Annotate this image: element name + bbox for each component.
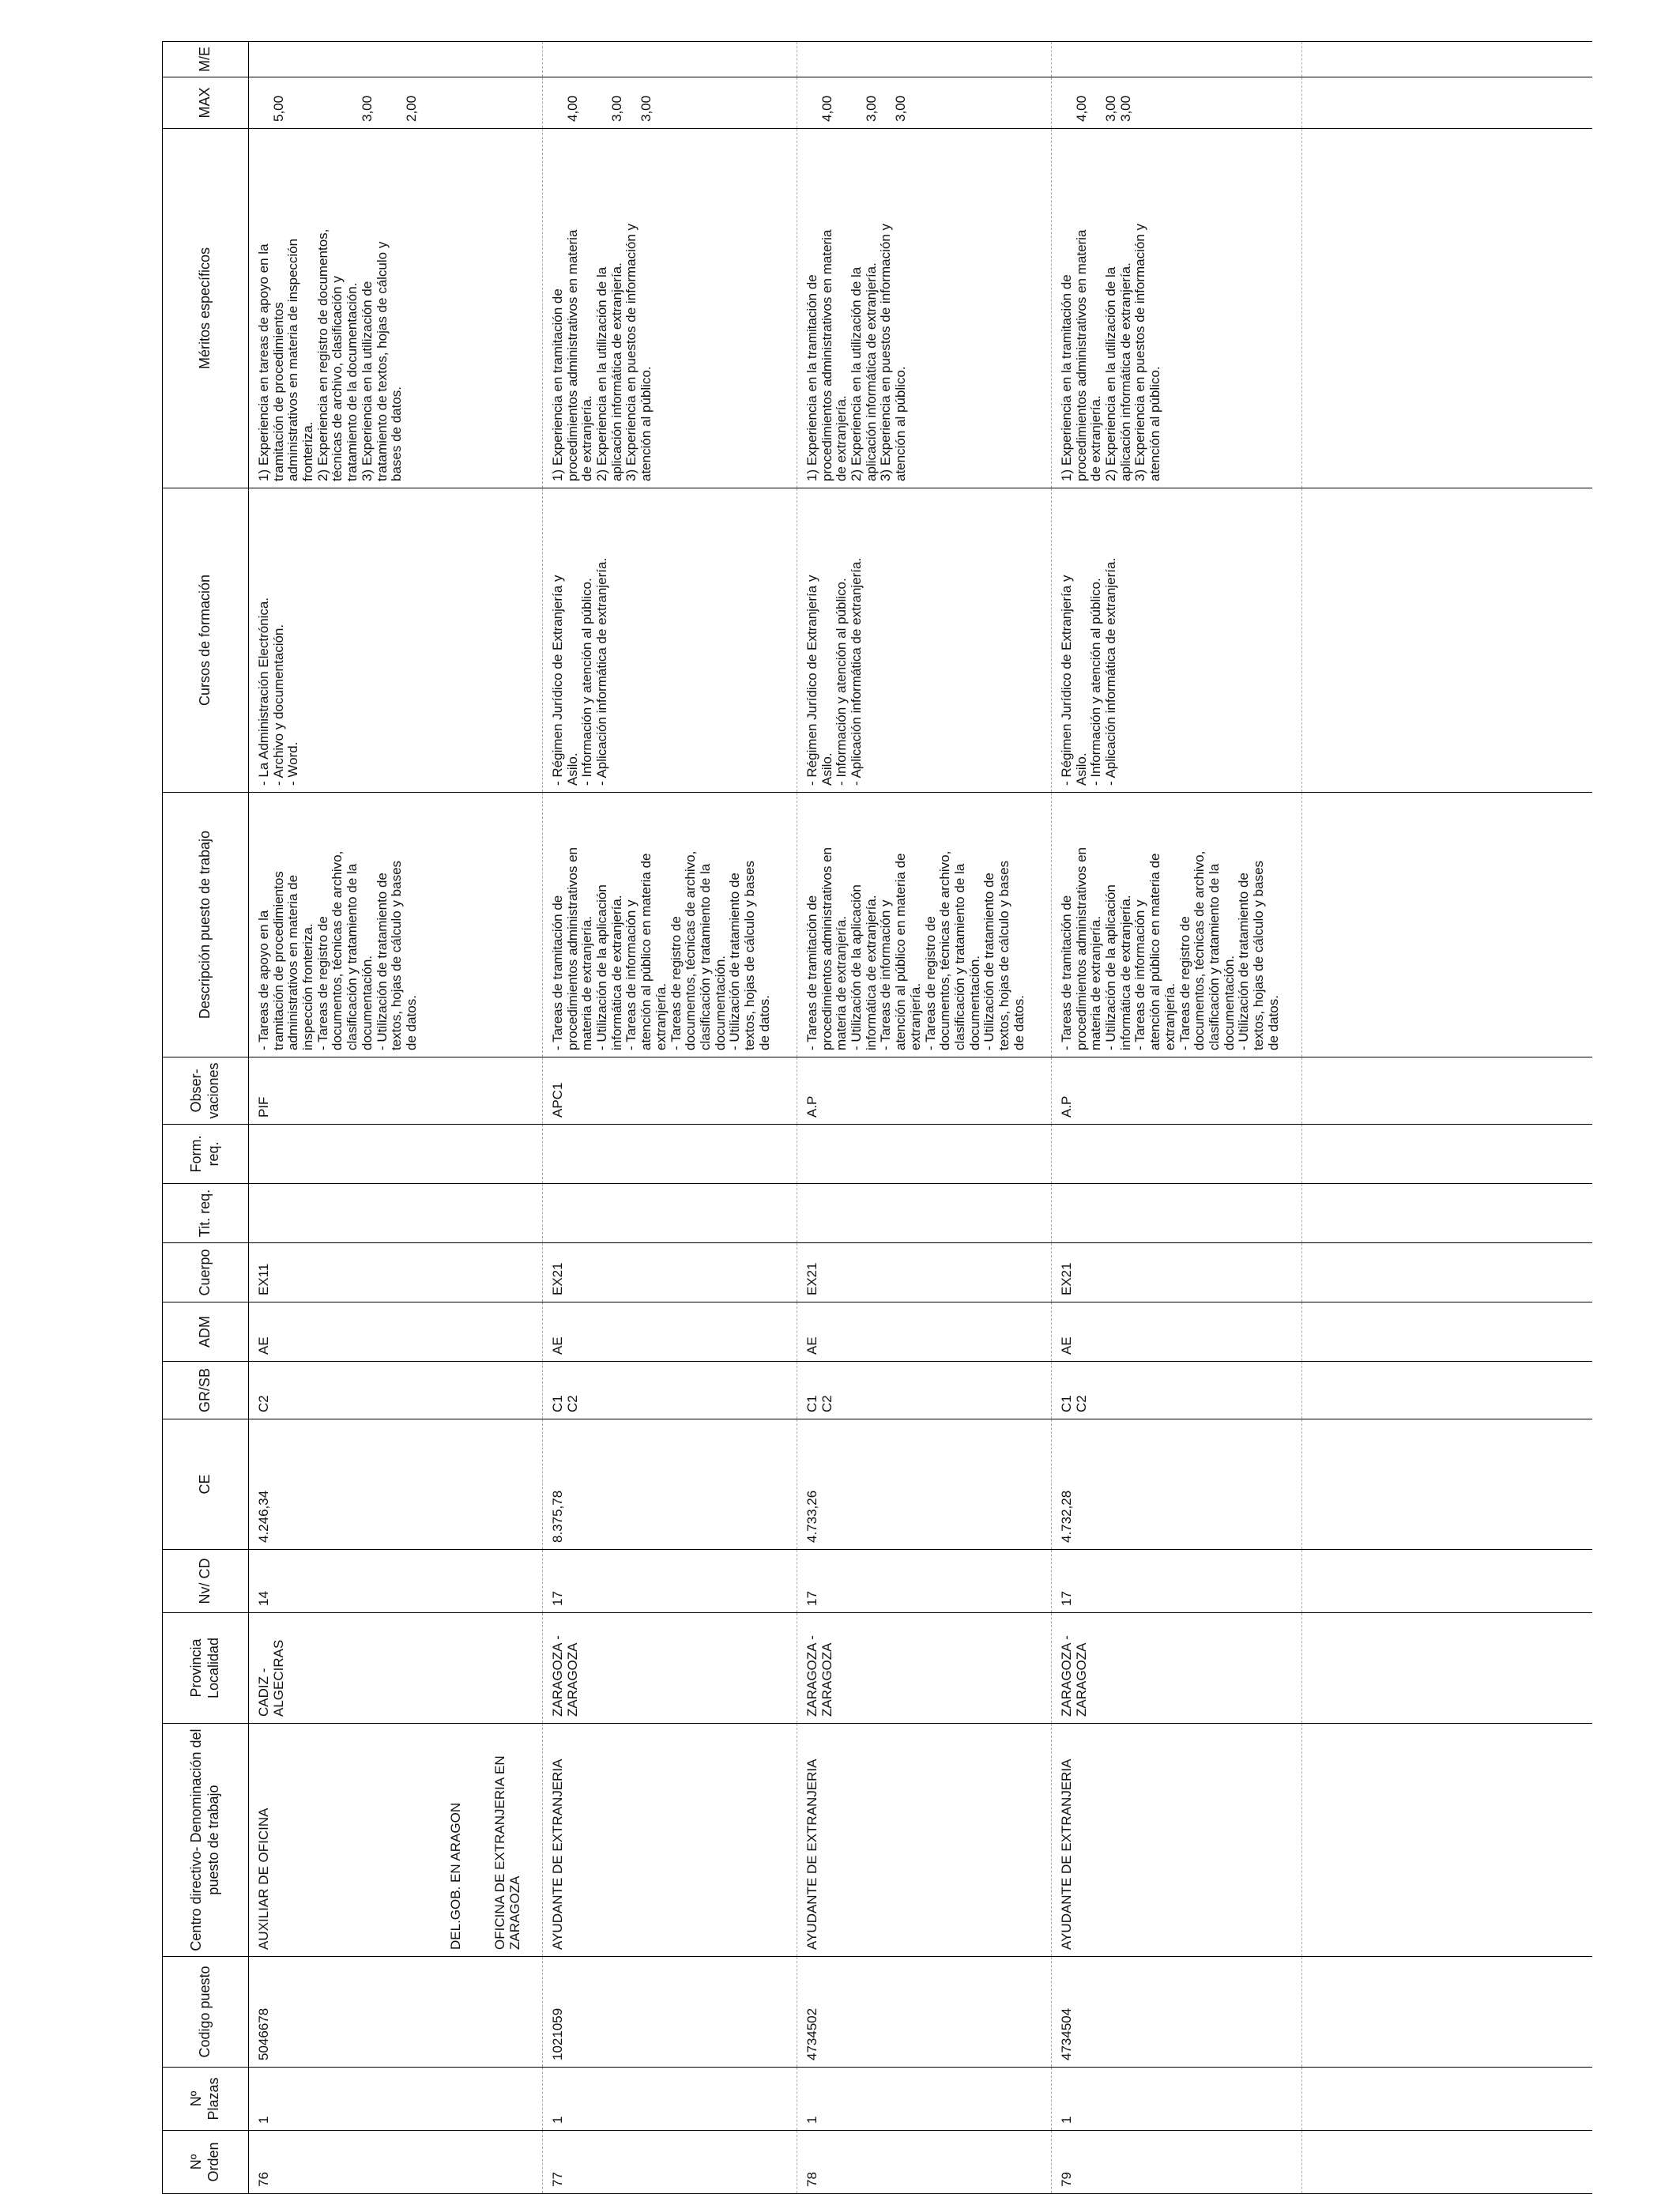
- cell-formacion: [797, 1125, 1052, 1184]
- max-value: 3,00: [1103, 95, 1119, 122]
- cell-formacion: [249, 1125, 543, 1184]
- filler-cell: [1302, 488, 1593, 793]
- cell-plazas: 1: [1052, 2068, 1302, 2131]
- max-list: [1075, 84, 1134, 122]
- max-list: [566, 84, 654, 122]
- filler-cell: [1302, 1724, 1593, 1957]
- header-formacion: Form. req.: [163, 1125, 249, 1184]
- filler-cell: [1302, 1613, 1593, 1724]
- cell-adm: AE: [249, 1302, 543, 1362]
- cell-cuerpo: EX21: [797, 1243, 1052, 1302]
- header-descripcion: Descripción puesto de trabajo: [163, 793, 249, 1057]
- table-row: [249, 42, 543, 2194]
- max-value: [316, 84, 331, 122]
- cell-me: [249, 42, 543, 77]
- cell-descripcion: - Tareas de tramitación de procedimientos administrativos en materia de extranjería. - Utilización de la aplicación informática de extranjería. - Tareas de información y atención al público en materia de extranjería. - Tareas de registro de documentos, técnicas de archivo, clasificación y tratamiento de la documentación. - Utilización de tratamiento de textos, hojas de cálculo y bases de datos.: [543, 793, 797, 1057]
- filler-cell: [1302, 1957, 1593, 2068]
- max-value: [879, 84, 894, 122]
- cell-centro: AYUDANTE DE EXTRANJERIA: [797, 1724, 1052, 1957]
- cell-descripcion: - Tareas de apoyo en la tramitación de procedimientos administrativos en materia de inspección fronteriza. - Tareas de registro de documentos, técnicas de archivo, clasificación y tratamiento de la documentación. - Utilización de tratamiento de textos, hojas de cálculo y bases de datos.: [249, 793, 543, 1057]
- max-value: [834, 84, 849, 122]
- max-value: 3,00: [608, 95, 624, 122]
- cell-max: [249, 77, 543, 129]
- filler-cell: [1302, 2068, 1593, 2131]
- max-value: [286, 84, 301, 122]
- filler-cell: [1302, 1362, 1593, 1419]
- cell-adm: AE: [797, 1302, 1052, 1362]
- header-observaciones: Obser- vaciones: [163, 1057, 249, 1125]
- max-value: 3,00: [1117, 95, 1133, 122]
- cell-centro: AUXILIAR DE OFICINA DEL.GOB. EN ARAGON OFICINA DE EXTRANJERIA EN ZARAGOZA: [249, 1724, 543, 1957]
- header-me: M/E: [163, 42, 249, 77]
- cell-observaciones: A.P: [1052, 1057, 1302, 1125]
- filler-cell: [1302, 42, 1593, 77]
- cell-cursos: - Régimen Jurídico de Extranjería y Asilo. - Información y atención al público. - Aplicación informática de extranjería.: [543, 488, 797, 793]
- filler-cell: [1302, 1125, 1593, 1184]
- max-value: 3,00: [359, 95, 375, 122]
- header-max: MAX: [163, 77, 249, 129]
- header-cursos: Cursos de formación: [163, 488, 249, 793]
- cell-plazas: 1: [543, 2068, 797, 2131]
- table-row: [1052, 42, 1302, 2194]
- filler-cell: [1302, 1419, 1593, 1550]
- filler-cell: [1302, 1057, 1593, 1125]
- header-titulacion: Tit. req.: [163, 1184, 249, 1243]
- cell-formacion: [1052, 1125, 1302, 1184]
- cell-centro: AYUDANTE DE EXTRANJERIA: [543, 1724, 797, 1957]
- table-row: [543, 42, 797, 2194]
- max-value: [390, 84, 405, 122]
- cell-grupo: C1 C2: [1052, 1362, 1302, 1419]
- cell-plazas: 1: [797, 2068, 1052, 2131]
- cell-meritos: 1) Experiencia en la tramitación de procedimientos administrativos en materia de extranjería. 2) Experiencia en la utilización de la aplicación informática de extranjería. 3) Experiencia en puestos de información y atención al público.: [797, 129, 1052, 488]
- cell-descripcion: - Tareas de tramitación de procedimientos administrativos en materia de extranjería. - Utilización de la aplicación informática de extranjería. - Tareas de información y atención al público en materia de extranjería. - Tareas de registro de documentos, técnicas de archivo, clasificación y tratamiento de la documentación. - Utilización de tratamiento de textos, hojas de cálculo y bases de datos.: [797, 793, 1052, 1057]
- max-list: [820, 84, 909, 122]
- max-value: [849, 84, 864, 122]
- header-meritos: Méritos específicos: [163, 129, 249, 488]
- cell-nivel: 17: [797, 1550, 1052, 1613]
- cell-me: [1052, 42, 1302, 77]
- cell-cursos: - Régimen Jurídico de Extranjería y Asilo. - Información y atención al público. - Aplicación informática de extranjería.: [797, 488, 1052, 793]
- cell-adm: AE: [543, 1302, 797, 1362]
- cell-nivel: 14: [249, 1550, 543, 1613]
- cell-meritos: 1) Experiencia en la tramitación de procedimientos administrativos en materia de extranjería. 2) Experiencia en la utilización de la aplicación informática de extranjería. 3) Experiencia en puestos de información y atención al público.: [1052, 129, 1302, 488]
- max-value: [1089, 84, 1104, 122]
- filler-cell: [1302, 129, 1593, 488]
- max-value: [301, 84, 316, 122]
- max-value: 3,00: [863, 95, 879, 122]
- cell-provincia: CADIZ - ALGECIRAS: [249, 1613, 543, 1724]
- cell-grupo: C2: [249, 1362, 543, 1419]
- filler-cell: [1302, 1184, 1593, 1243]
- cell-ce: 4.246,34: [249, 1419, 543, 1550]
- header-codigo: Codigo puesto: [163, 1957, 249, 2068]
- cell-titulacion: [249, 1184, 543, 1243]
- max-value: 4,00: [564, 95, 580, 122]
- max-value: [330, 84, 345, 122]
- cell-max: [543, 77, 797, 129]
- cell-ce: 4.732,28: [1052, 1419, 1302, 1550]
- header-row: [163, 42, 249, 2194]
- header-ce: CE: [163, 1419, 249, 1550]
- cell-cuerpo: EX21: [1052, 1243, 1302, 1302]
- cell-me: [543, 42, 797, 77]
- cell-cursos: - La Administración Electrónica. - Archivo y documentación. - Word.: [249, 488, 543, 793]
- cell-observaciones: APC1: [543, 1057, 797, 1125]
- cell-nivel: 17: [543, 1550, 797, 1613]
- cell-cursos: - Régimen Jurídico de Extranjería y Asilo. - Información y atención al público. - Aplicación informática de extranjería.: [1052, 488, 1302, 793]
- max-value: 2,00: [403, 95, 419, 122]
- cell-provincia: ZARAGOZA - ZARAGOZA: [543, 1613, 797, 1724]
- header-plazas: Nº Plazas: [163, 2068, 249, 2131]
- cell-codigo: 4734502: [797, 1957, 1052, 2068]
- filler-cell: [1302, 793, 1593, 1057]
- cell-orden: 76: [249, 2131, 543, 2194]
- max-value: 5,00: [270, 95, 286, 122]
- positions-table: [162, 41, 1592, 2194]
- cell-titulacion: [543, 1184, 797, 1243]
- cell-orden: 78: [797, 2131, 1052, 2194]
- cell-codigo: 4734504: [1052, 1957, 1302, 2068]
- header-nivel: Nv/ CD: [163, 1550, 249, 1613]
- cell-observaciones: PIF: [249, 1057, 543, 1125]
- max-value: 4,00: [1073, 95, 1089, 122]
- max-value: [345, 84, 360, 122]
- max-list: [272, 84, 420, 122]
- cell-provincia: ZARAGOZA - ZARAGOZA: [797, 1613, 1052, 1724]
- cell-meritos: 1) Experiencia en tareas de apoyo en la tramitación de procedimientos administrativos en materia de inspección fronteriza. 2) Experiencia en registro de documentos, técnicas de archivo, clasificación y tratamiento de la documentación. 3) Experiencia en la utilización de tratamiento de textos, hojas de cálculo y bases de datos.: [249, 129, 543, 488]
- cell-nivel: 17: [1052, 1550, 1302, 1613]
- filler-cell: [1302, 1550, 1593, 1613]
- cell-max: [797, 77, 1052, 129]
- cell-centro: AYUDANTE DE EXTRANJERIA: [1052, 1724, 1302, 1957]
- cell-grupo: C1 C2: [543, 1362, 797, 1419]
- cell-titulacion: [797, 1184, 1052, 1243]
- table-filler-row: [1302, 42, 1593, 2194]
- header-centro: Centro directivo- Denominación del puesto de trabajo: [163, 1724, 249, 1957]
- cell-titulacion: [1052, 1184, 1302, 1243]
- cell-plazas: 1: [249, 2068, 543, 2131]
- table-row: [797, 42, 1052, 2194]
- filler-cell: [1302, 77, 1593, 129]
- max-value: [375, 84, 390, 122]
- header-orden: Nº Orden: [163, 2131, 249, 2194]
- filler-cell: [1302, 2131, 1593, 2194]
- cell-ce: 4.733,26: [797, 1419, 1052, 1550]
- header-provincia: Provincia Localidad: [163, 1613, 249, 1724]
- cell-provincia: ZARAGOZA - ZARAGOZA: [1052, 1613, 1302, 1724]
- cell-descripcion: - Tareas de tramitación de procedimientos administrativos en materia de extranjería. - Utilización de la aplicación informática de extranjería. - Tareas de información y atención al público en materia de extranjería. - Tareas de registro de documentos, técnicas de archivo, clasificación y tratamiento de la documentación. - Utilización de tratamiento de textos, hojas de cálculo y bases de datos.: [1052, 793, 1302, 1057]
- max-value: 3,00: [638, 95, 654, 122]
- header-grupo: GR/SB: [163, 1362, 249, 1419]
- cell-meritos: 1) Experiencia en tramitación de procedimientos administrativos en materia de extranjería. 2) Experiencia en la utilización de la aplicación informática de extranjería. 3) Experiencia en puestos de información y atención al público.: [543, 129, 797, 488]
- cell-ce: 8.375,78: [543, 1419, 797, 1550]
- max-value: 3,00: [893, 95, 909, 122]
- cell-codigo: 1021059: [543, 1957, 797, 2068]
- cell-adm: AE: [1052, 1302, 1302, 1362]
- cell-max: [1052, 77, 1302, 129]
- cell-formacion: [543, 1125, 797, 1184]
- cell-me: [797, 42, 1052, 77]
- header-cuerpo: Cuerpo: [163, 1243, 249, 1302]
- filler-cell: [1302, 1243, 1593, 1302]
- max-value: [624, 84, 639, 122]
- cell-cuerpo: EX21: [543, 1243, 797, 1302]
- cell-orden: 79: [1052, 2131, 1302, 2194]
- cell-codigo: 5046678: [249, 1957, 543, 2068]
- cell-grupo: C1 C2: [797, 1362, 1052, 1419]
- cell-orden: 77: [543, 2131, 797, 2194]
- max-value: [580, 84, 595, 122]
- max-value: [595, 84, 610, 122]
- filler-cell: [1302, 1302, 1593, 1362]
- header-adm: ADM: [163, 1302, 249, 1362]
- max-value: 4,00: [819, 95, 834, 122]
- cell-observaciones: A.P: [797, 1057, 1052, 1125]
- cell-cuerpo: EX11: [249, 1243, 543, 1302]
